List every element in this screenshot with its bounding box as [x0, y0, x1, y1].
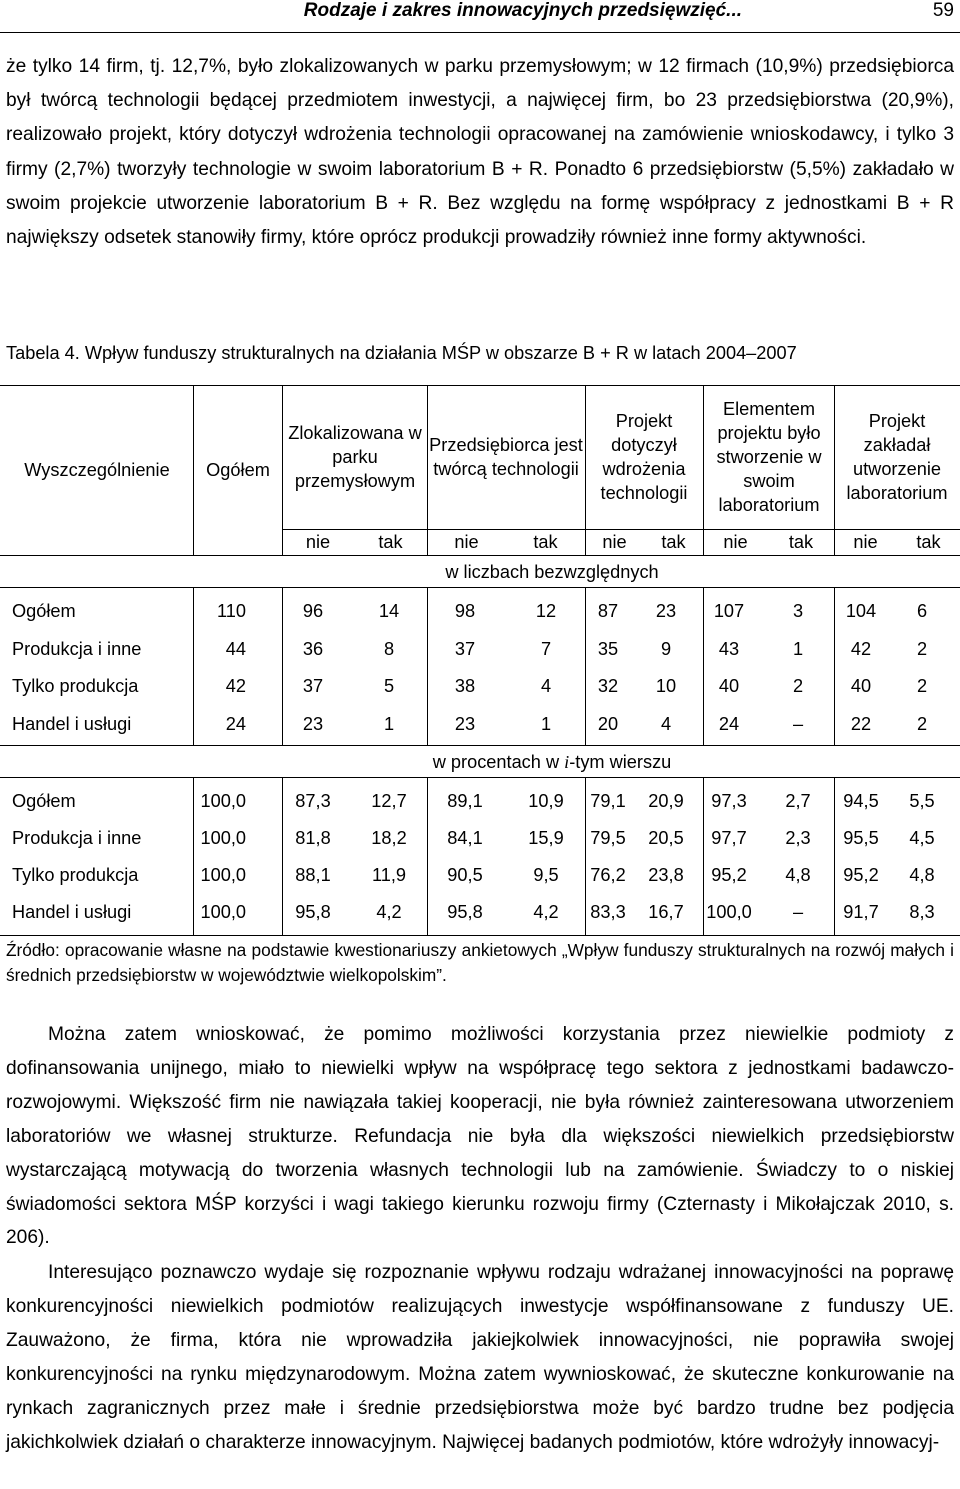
intro-paragraph: że tylko 14 firm, tj. 12,7%, było zlokalizowanych w parku przemysłowym; w 12 firmach (10,9%) przedsiębiorca był twórcą technologii będącej przedmiotem inwestycji, a najwięcej firm, bo 23 przedsiębiorstwa (20,9%), realizowało projekt, który dotyczył wdrożenia technologii opracowanej na zamówienie wnioskodawcy, i tylko 3 firmy (2,7%) tworzyły technologie w swoim laboratorium B + R. Ponadto 6 przedsiębiorstw (5,5%) zakładało w swoim projekcie utworzenie laboratorium B + R. Bez względu na formę współpracy z jednostkami B + R największy odsetek stanowiły firmy, które oprócz produkcji prowadziły również inne formy aktywności. — [6, 56, 954, 249]
table-cell: 2,3 — [785, 828, 811, 848]
table-cell: 4,2 — [533, 902, 559, 922]
col-header-creator: Przedsiębiorca jest twórcą technologii — [429, 435, 583, 479]
col-header-lab-planned: Projekt zakładał utworzenie laboratorium — [846, 411, 948, 503]
table-cell: 42 — [225, 676, 246, 696]
table-cell: 4 — [660, 713, 672, 734]
row-label: Handel i usługi — [12, 902, 132, 922]
table-cell: 16,7 — [648, 902, 684, 922]
table-cell: 6 — [916, 601, 928, 621]
table-vrule-3c — [427, 777, 428, 935]
table-cell: 15,9 — [528, 828, 564, 848]
table-cell: 76,2 — [590, 865, 626, 885]
running-title: Rodzaje i zakres innowacyjnych przedsięwzięć... — [303, 0, 742, 21]
table-subheader-rule — [282, 529, 960, 530]
col-header-item: Wyszczególnienie — [24, 460, 170, 480]
body-paragraph-1: Można zatem wnioskować, że pomimo możliwości korzystania przez niewielkie podmioty z dofinansowania unijnego, miało to niewielki wpływ na współpracę tego sektora z jednostkami badawczo-rozwojowymi. Większość firm nie nawiązała takiej kooperacji, nie była również zainteresowana utworzeniem laboratoriów we własnej strukturze. Refundacja nie była dla większości niewielkich przedsiębiorstw wystarczającą motywacją do tworzenia własnych technologii lub na zamówienie. Świadczy to o niskiej świadomości sektora MŚP korzyści i wagi takiego kierunku rozwoju firmy (Czternasty i Mikołajczak 2010, s. 206). — [6, 1024, 954, 1249]
table-cell: 1 — [792, 638, 804, 659]
subheader-yes: tak — [533, 532, 558, 552]
table-cell: 96 — [302, 601, 324, 621]
running-header — [0, 0, 960, 33]
table-cell: 97,3 — [711, 791, 747, 811]
table-cell: 94,5 — [843, 791, 879, 811]
table-vrule-3b — [427, 587, 428, 745]
section-absolute-label: w liczbach bezwzględnych — [445, 562, 659, 582]
table-cell: 95,8 — [295, 902, 331, 922]
table-cell: 4,8 — [909, 865, 935, 885]
section-percent-label — [282, 751, 822, 773]
table-cell: 37 — [454, 638, 476, 659]
data-table — [0, 379, 960, 939]
table-cell: 95,5 — [843, 828, 879, 848]
table-cell: 12 — [535, 601, 557, 621]
table-vrule-6 — [834, 385, 835, 555]
table-vrule-1b — [193, 587, 194, 745]
table-cell: 36 — [302, 638, 324, 659]
table-cell: 100,0 — [200, 828, 246, 848]
subheader-no: nie — [305, 532, 331, 552]
table-cell: 10,9 — [528, 791, 564, 811]
table-cell: 2 — [916, 638, 928, 659]
source-note: Źródło: opracowanie własne na podstawie kwestionariuszy ankietowych „Wpływ funduszy strukturalnych na rozwój małych i średnich przedsiębiorstw w województwie wielkopolskim”. — [6, 940, 954, 985]
table-cell: 37 — [302, 676, 324, 696]
table-cell: 9,5 — [533, 865, 559, 885]
table-cell: 1 — [383, 713, 395, 734]
table-cell: 97,7 — [711, 828, 747, 848]
subheader-yes: tak — [788, 532, 814, 552]
table-section-rule-2 — [0, 777, 960, 778]
row-label: Tylko produkcja — [12, 676, 139, 696]
table-vrule-2c — [282, 777, 283, 935]
table-cell: 23 — [302, 713, 324, 734]
table-cell: 23,8 — [648, 865, 684, 885]
table-cell: 23 — [655, 601, 677, 621]
subheader-yes: tak — [378, 532, 403, 552]
table-vrule-4b — [585, 587, 586, 745]
table-cell: 104 — [845, 601, 877, 621]
table-cell: 83,3 — [590, 902, 626, 922]
table-cell: 81,8 — [295, 828, 331, 848]
table-cell: – — [792, 713, 804, 734]
table-cell: 4 — [540, 676, 552, 696]
table-cell: 23 — [454, 713, 476, 734]
subheader-yes: tak — [916, 532, 941, 552]
table-cell: 35 — [597, 638, 619, 659]
table-cell: 43 — [718, 638, 740, 659]
table-cell: 8 — [383, 638, 395, 659]
table-cell: 22 — [850, 713, 872, 734]
table-cell: – — [792, 902, 804, 922]
subheader-no: nie — [454, 532, 479, 552]
table-cell: 90,5 — [447, 865, 483, 885]
table-cell: 24 — [225, 713, 246, 734]
row-label: Ogółem — [12, 601, 76, 621]
table-cell: 79,1 — [590, 791, 626, 811]
table-cell: 88,1 — [295, 865, 331, 885]
row-label: Ogółem — [12, 791, 76, 811]
table-cell: 40 — [850, 676, 872, 696]
table-cell: 38 — [454, 676, 476, 696]
table-cell: 2 — [792, 676, 804, 696]
table-cell: 20,5 — [648, 828, 684, 848]
table-vrule-1c — [193, 777, 194, 935]
table-cell: 10 — [655, 676, 677, 696]
col-header-total: Ogółem — [206, 460, 270, 480]
table-cell: 44 — [225, 638, 246, 659]
table-cell: 2 — [916, 713, 928, 734]
table-caption-label: Tabela 4. — [6, 343, 80, 363]
table-cell: 4,8 — [785, 865, 811, 885]
table-vrule-6b — [834, 587, 835, 745]
table-cell: 9 — [660, 638, 672, 659]
table-cell: 20 — [597, 713, 619, 734]
table-cell: 32 — [597, 676, 619, 696]
row-label: Produkcja i inne — [12, 638, 142, 659]
row-label: Tylko produkcja — [12, 865, 139, 885]
table-cell: 14 — [378, 601, 400, 621]
section-percent-prefix: w procentach w — [432, 752, 560, 772]
table-cell: 1 — [540, 713, 552, 734]
table-cell: 95,2 — [711, 865, 747, 885]
table-cell: 107 — [713, 601, 745, 621]
table-cell: 91,7 — [843, 902, 879, 922]
table-cell: 7 — [540, 638, 552, 659]
table-cell: 4,5 — [909, 828, 935, 848]
subheader-no: nie — [602, 532, 627, 552]
table-vrule-2b — [282, 587, 283, 745]
table-cell: 8,3 — [909, 902, 935, 922]
table-cell: 100,0 — [200, 902, 246, 922]
section-percent-var: i — [564, 752, 570, 772]
table-cell: 110 — [217, 601, 246, 621]
table-cell: 2,7 — [785, 791, 811, 811]
table-cell: 100,0 — [200, 865, 246, 885]
row-label: Handel i usługi — [12, 713, 132, 734]
table-cell: 12,7 — [371, 791, 407, 811]
table-caption — [6, 343, 797, 364]
subheader-yes: tak — [661, 532, 686, 552]
table-cell: 87,3 — [295, 791, 331, 811]
table-cell: 11,9 — [371, 865, 407, 885]
table-cell: 95,2 — [843, 865, 879, 885]
col-header-park: Zlokalizowana w parku przemysłowym — [288, 423, 422, 491]
table-bottom-rule — [0, 935, 960, 936]
table-cell: 84,1 — [447, 828, 483, 848]
table-cell: 2 — [916, 676, 928, 696]
table-cell: 42 — [850, 638, 872, 659]
table-header-bottom-rule — [0, 555, 960, 556]
section-percent-suffix: -tym wierszu — [569, 752, 672, 772]
subheader-no: nie — [853, 532, 878, 552]
subheader-no: nie — [723, 532, 748, 552]
row-label: Produkcja i inne — [12, 828, 142, 848]
table-cell: 79,5 — [590, 828, 626, 848]
table-cell: 40 — [718, 676, 740, 696]
table-cell: 100,0 — [706, 902, 752, 922]
table-cell: 4,2 — [376, 902, 402, 922]
table-cell: 20,9 — [648, 791, 684, 811]
col-header-lab-created: Elementem projektu było stworzenie w swoim laboratorium — [716, 399, 822, 515]
table-caption-text: Wpływ funduszy strukturalnych na działania MŚP w obszarze B + R w latach 2004–2007 — [84, 343, 797, 363]
table-cell: 5,5 — [909, 791, 935, 811]
table-section-rule — [0, 587, 960, 588]
table-cell: 5 — [383, 676, 395, 696]
table-cell: 18,2 — [371, 828, 407, 848]
table-mid-rule — [0, 745, 960, 746]
col-header-implement: Projekt dotyczył wdrożenia technologii — [600, 411, 688, 503]
page-number: 59 — [932, 0, 954, 21]
body-paragraph-2: Interesująco poznawczo wydaje się rozpoznanie wpływu rodzaju wdrażanej innowacyjności na poprawę konkurencyjności niewielkich podmiotów realizujących inwestycje współfinansowane z funduszy UE. Zauważono, że firma, która nie wprowadziła jakiejkolwiek innowacyjności, nie poprawiła swojej konkurencyjności na rynku międzynarodowym. Można zatem wywnioskować, że skuteczne konkurowanie na rynkach zagranicznych przez małe i średnie przedsiębiorstwa może być bardzo trudne bez podjęcia jakichkolwiek działań o charakterze innowacyjnym. Najwięcej badanych podmiotów, które wdrożyły innowacyj- — [6, 1262, 954, 1453]
table-cell: 87 — [597, 601, 619, 621]
table-vrule-6c — [834, 777, 835, 935]
table-cell: 89,1 — [447, 791, 483, 811]
table-vrule-4c — [585, 777, 586, 935]
table-cell: 100,0 — [200, 791, 246, 811]
table-cell: 3 — [792, 601, 804, 621]
table-cell: 98 — [454, 601, 476, 621]
table-cell: 24 — [718, 713, 740, 734]
table-cell: 95,8 — [447, 902, 483, 922]
table-vrule-2 — [282, 385, 283, 555]
